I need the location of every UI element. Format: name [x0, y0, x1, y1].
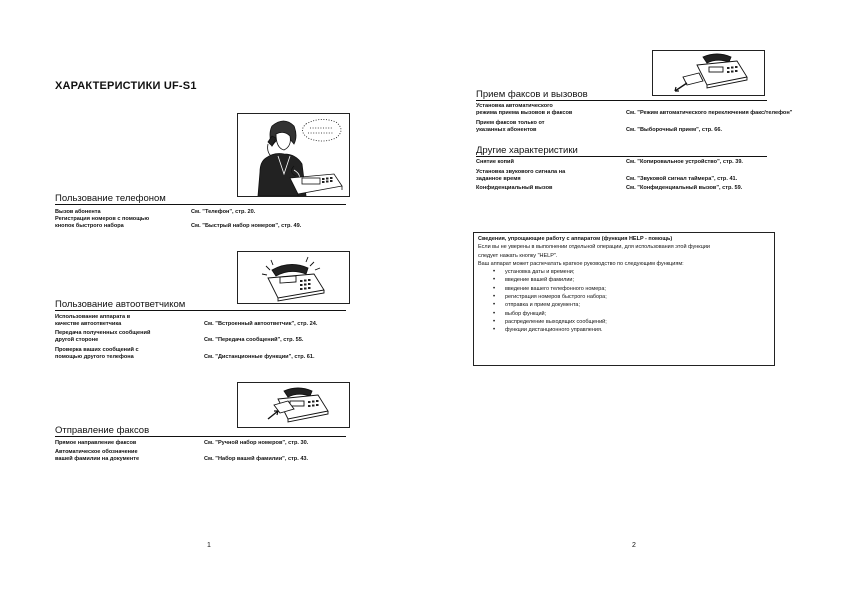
section-title-phone: Пользование телефоном	[55, 193, 166, 204]
section-rule	[476, 156, 767, 157]
section-title-answering-machine: Пользование автоответчиком	[55, 299, 186, 310]
help-info-line: Ваш аппарат может распечатать краткое руководство по следующим функциям:	[478, 260, 684, 267]
feature-reference: См. "Копировальное устройство", стр. 39.	[626, 159, 743, 165]
fax-receive-icon	[653, 51, 764, 95]
list-item: • отправка и прием документа;	[478, 301, 770, 309]
feature-label: Прием факсов только от указанных абонентов	[476, 120, 545, 133]
help-info-line: Если вы не уверены в выполнении отдельной операции, для использования этой функции	[478, 244, 710, 251]
list-item: • выбор функций;	[478, 310, 770, 318]
feature-label: Автоматическое обозначение вашей фамилии на документе	[55, 449, 140, 462]
feature-label: Прямое направление факсов	[55, 440, 137, 446]
feature-reference: См. "Выборочный прием", стр. 66.	[626, 127, 723, 133]
feature-reference: См. "Передача сообщений", стр. 55.	[204, 337, 304, 343]
help-info-line: следует нажать кнопку "HELP".	[478, 252, 558, 259]
section-rule	[55, 310, 346, 311]
feature-reference: См. "Набор вашей фамилии", стр. 43.	[204, 456, 309, 462]
illustration-woman-telephone	[237, 113, 350, 197]
fax-send-icon	[238, 383, 349, 427]
list-item: • регистрация номеров быстрого набора;	[478, 293, 770, 301]
page-title: ХАРАКТЕРИСТИКИ UF-S1	[55, 80, 197, 92]
feature-reference: См. "Звуковой сигнал таймера", стр. 41.	[626, 176, 738, 182]
feature-label: Установка звукового сигнала на заданное время	[476, 169, 566, 182]
feature-label: Проверка ваших сообщений с помощью другого телефона	[55, 347, 139, 360]
illustration-receiving-fax	[652, 50, 765, 96]
ringing-phone-icon	[238, 252, 349, 303]
feature-label: Конфиденциальный вызов	[476, 185, 553, 191]
feature-reference: См. "Телефон", стр. 20.	[191, 209, 256, 215]
illustration-sending-fax	[237, 382, 350, 428]
illustration-answering-machine	[237, 251, 350, 304]
feature-reference: См. "Дистанционные функции", стр. 61.	[204, 354, 315, 360]
list-item: • функции дистанционного управления.	[478, 326, 770, 334]
list-item: • установка даты и времени;	[478, 268, 770, 276]
woman-phone-icon	[238, 114, 349, 196]
feature-label: Установка автоматического режима приема вызовов и факсов	[476, 103, 573, 116]
section-rule	[55, 204, 346, 205]
list-item: • распределение выходящих сообщений;	[478, 318, 770, 326]
help-info-box	[473, 232, 775, 366]
help-info-heading: Сведения, упрощающие работу с аппаратом (функция HELP - помощь)	[478, 236, 673, 242]
feature-label: Передача полученных сообщений другой стороне	[55, 330, 151, 343]
list-item: • введение вашего телефонного номера;	[478, 285, 770, 293]
feature-label: Вызов абонента	[55, 209, 101, 215]
feature-reference: См. "Режим автоматического переключения факс/телефон"	[626, 110, 793, 116]
feature-label: Использование аппарата в качестве автоответчика	[55, 314, 131, 327]
section-title-other: Другие характеристики	[476, 145, 578, 156]
feature-label: Регистрация номеров с помощью кнопок быстрого набора	[55, 216, 150, 229]
section-rule	[476, 100, 767, 101]
page-number-right: 2	[632, 542, 636, 549]
help-function-list	[478, 268, 770, 334]
section-rule	[55, 436, 346, 437]
feature-reference: См. "Ручной набор номеров", стр. 30.	[204, 440, 309, 446]
section-title-receiving: Прием факсов и вызовов	[476, 89, 588, 100]
feature-reference: См. "Быстрый набор номеров", стр. 49.	[191, 223, 302, 229]
list-item: • введение вашей фамилии;	[478, 276, 770, 284]
feature-label: Снятие копий	[476, 159, 514, 165]
feature-reference: См. "Конфиденциальный вызов", стр. 59.	[626, 185, 743, 191]
section-title-sending-fax: Отправление факсов	[55, 425, 150, 436]
feature-reference: См. "Встроенный автоответчик", стр. 24.	[204, 321, 318, 327]
page-number-left: 1	[207, 542, 211, 549]
